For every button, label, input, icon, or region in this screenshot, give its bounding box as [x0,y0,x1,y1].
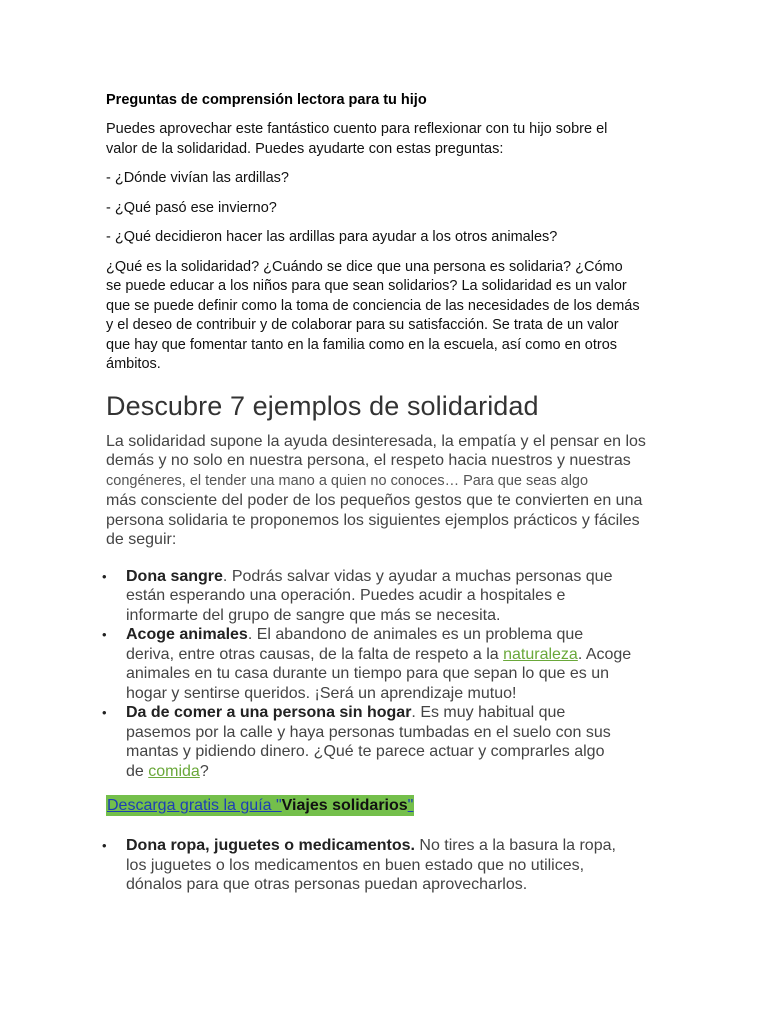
item-text: ? [199,762,209,780]
question-2: - ¿Qué pasó ese invierno? [106,199,277,216]
para-line: ¿Qué es la solidaridad? ¿Cuándo se dice que una persona es solidaria? ¿Cómo [106,258,623,275]
solidarity-paragraph [106,258,666,375]
para-line: ámbitos. [106,356,161,372]
download-guide-link[interactable]: Descarga gratis la guía [107,797,276,814]
item-text: los juguetes o los medicamentos en buen estado que no utilices, [126,856,585,874]
intro-line: persona solidaria te proponemos los siguientes ejemplos prácticos y fáciles [106,511,640,529]
quote-open[interactable]: " [275,797,282,814]
quote-close[interactable]: " [407,797,414,814]
bullet-icon: • [102,568,107,584]
item-text: . El abandono de animales es un problema que [247,626,584,643]
item-text: No tires a la basura la ropa, [414,837,616,854]
item-text: . Acoge [577,645,632,663]
bullet-icon: • [102,627,107,642]
item-title: Acoge animales [126,626,248,643]
item-text: están esperando una operación. Puedes acudir a hospitales e [126,587,566,604]
bullet-icon: • [102,705,107,720]
item-text: . Es muy habitual que [411,704,566,721]
intro-line: La solidaridad supone la ayuda desinteresada, la empatía y el pensar en los [106,432,646,450]
bullet-icon: • [102,838,107,853]
list-item [102,625,666,703]
intro-line: más consciente del poder de los pequeños gestos que te convierten en una [106,492,643,509]
para-line: que se puede definir como la toma de conciencia de las necesidades de los demás [106,297,640,314]
item-text: . Podrás salvar vidas y ayudar a muchas personas que [222,567,613,585]
question-1: - ¿Dónde vivían las ardillas? [106,170,289,186]
item-text: dónalos para que otras personas puedan aprovecharlos. [126,876,528,893]
item-text: mantas y pidiendo dinero. ¿Qué te parece actuar y comprarles algo [126,743,605,760]
intro-paragraph [106,120,666,159]
item-text: hogar y sentirse queridos. ¡Será un aprendizaje mutuo! [126,684,517,702]
download-guide-banner[interactable] [106,795,414,816]
intro-line-small: Para que seas algo [459,472,589,489]
section-heading: Descubre 7 ejemplos de solidaridad [106,390,539,421]
para-line: y el deseo de contribuir y de colaborar para su satisfacción. Se trata de un valor [106,317,619,333]
item-title: Dona sangre [126,567,223,585]
intro-line: Puedes aprovechar este fantástico cuento para reflexionar con tu hijo sobre el [106,121,608,137]
examples-list-continued [102,836,666,895]
examples-intro [106,432,666,550]
comida-link[interactable]: comida [148,762,200,780]
item-text: de [126,762,149,780]
section-title: Preguntas de comprensión lectora para tu hijo [106,92,427,108]
list-item [102,703,666,781]
list-item [102,836,666,895]
item-title: Da de comer a una persona sin hogar [126,704,412,721]
para-line: se puede educar a los niños para que sean solidarios? La solidaridad es un valor [106,278,627,294]
para-line: que hay que fomentar tanto en la familia como en la escuela, así como en otros [106,336,618,353]
item-text: informarte del grupo de sangre que más se necesita. [126,606,501,624]
list-item [102,567,666,626]
document-page [102,90,666,895]
item-text: pasemos por la calle y haya personas tumbadas en el suelo con sus [126,723,611,741]
item-text: deriva, entre otras causas, de la falta de respeto a la [126,645,504,663]
intro-line: de seguir: [106,531,177,548]
intro-line: demás y no solo en nuestra persona, el respeto hacia nuestros y nuestras [106,452,631,469]
guide-title: Viajes solidarios [281,797,408,814]
naturaleza-link[interactable]: naturaleza [503,645,578,663]
item-title: Dona ropa, juguetes o medicamentos. [126,837,415,854]
question-3: - ¿Qué decidieron hacer las ardillas para ayudar a los otros animales? [106,229,558,245]
item-text: animales en tu casa durante un tiempo para que sepan lo que es un [126,665,609,682]
intro-line: valor de la solidaridad. Puedes ayudarte con estas preguntas: [106,140,504,157]
examples-list [102,567,666,782]
intro-line-small: congéneres, el tender una mano a quien no conoces… [106,472,460,489]
